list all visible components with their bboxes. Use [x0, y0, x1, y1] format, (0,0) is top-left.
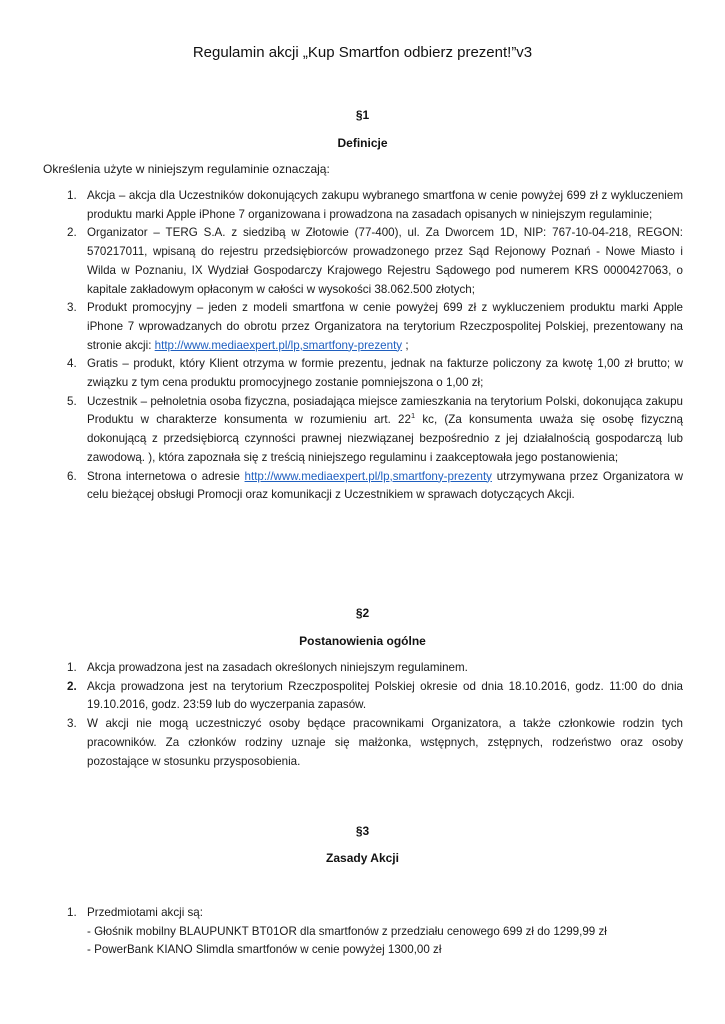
item-text: Akcja prowadzona jest na zasadach określonych niniejszym regulaminem. [87, 661, 468, 674]
item-text: Uczestnik – pełnoletnia osoba fizyczna, posiadająca miejsce zamieszkania na terytorium Polski, dokonująca zakupu Produktu w charakterze konsumenta w rozumieniu art. 22 [87, 394, 683, 427]
section-2-title: Postanowienia ogólne [299, 634, 426, 648]
item-number: 6. [67, 469, 77, 483]
item-text: Organizator – TERG S.A. z siedzibą w Złotowie (77-400), ul. Za Dworcem 1D, NIP: 767-10-04-218, REGON: 570217011, wpisaną do rejestru przedsiębiorców prowadzonego przez Sąd Rejonowy Poznań - Nowe Miasto i Wilda w Poznaniu, IX Wydział Gospodarczy Krajowego Rejestru Sądowego pod numerem KRS 0000427063, o kapitale zakładowym opłaconym w całości w wysokości 38.062.500 złotych; [87, 226, 683, 296]
section-1-title: Definicje [337, 136, 388, 150]
section-3-title: Zasady Akcji [326, 851, 399, 865]
item-number: 3. [67, 301, 77, 315]
action-rules-list [43, 904, 683, 960]
prize-line: - PowerBank KIANO Slimdla smartfonów w cenie powyżej 1300,00 zł [87, 943, 442, 957]
list-item [43, 355, 683, 392]
section-1-number: §1 [355, 108, 370, 122]
list-item [43, 715, 683, 771]
item-number: 3. [67, 717, 77, 731]
item-text: Przedmiotami akcji są: [87, 906, 203, 919]
list-item [43, 187, 683, 224]
item-text: Strona internetowa o adresie [87, 469, 245, 483]
section-2-number: §2 [355, 606, 370, 620]
prize-line: - Głośnik mobilny BLAUPUNKT BT01OR dla smartfonów z przedziału cenowego 699 zł do 1299,99 zł [87, 924, 607, 938]
item-text-end: ; [402, 338, 409, 352]
general-provisions-list [43, 659, 683, 771]
item-text: W akcji nie mogą uczestniczyć osoby będące pracownikami Organizatora, a także członkowie rodzin tych pracowników. Za członków rodziny uznaje się małżonka, wstępnych, zstępnych, rodzeństwo oraz osoby pozostające w stosunku przysposobienia. [87, 717, 683, 768]
item-text: Produkt promocyjny – jeden z modeli smartfona w cenie powyżej 699 zł z wykluczeniem produktu marki Apple iPhone 7 wprowadzanych do obrotu przez Organizatora na terytorium Rzeczpospolitej Polskiej, prezentowany na stronie akcji: [87, 301, 683, 352]
list-item [43, 393, 683, 468]
list-item [43, 224, 683, 299]
item-text-end: utrzymywana przez Organizatora w celu bieżącej obsługi Promocji oraz komunikacji z Uczestnikiem w sprawach dotyczących Akcji. [87, 469, 683, 502]
item-number: 5. [67, 394, 77, 408]
item-number: 2. [67, 679, 77, 693]
list-item [43, 299, 683, 355]
item-number: 2. [67, 226, 77, 240]
section-1-intro: Określenia użyte w niniejszym regulaminie oznaczają: [43, 162, 330, 176]
list-item [43, 468, 683, 505]
item-text: Akcja – akcja dla Uczestników dokonujących zakupu wybranego smartfona w cenie powyżej 699 zł z wykluczeniem produktu marki Apple iPhone 7 organizowana i prowadzona na zasadach opisanych w niniejszym regulaminie; [87, 189, 683, 221]
item-number: 4. [67, 357, 77, 371]
promo-page-link[interactable]: http://www.mediaexpert.pl/lp,smartfony-prezenty [154, 338, 403, 352]
item-number: 1. [67, 661, 77, 674]
definitions-list [43, 187, 683, 505]
item-text: Akcja prowadzona jest na terytorium Rzeczpospolitej Polskiej okresie od dnia 18.10.2016, godz. 11:00 do dnia 19.10.2016, godz. 23:59 lub do wyczerpania zapasów. [87, 679, 683, 712]
section-3-number: §3 [355, 824, 370, 838]
item-number: 1. [67, 906, 77, 919]
list-item [43, 678, 683, 715]
item-text: Gratis – produkt, który Klient otrzyma w formie prezentu, jednak na fakturze policzony za kwotę 1,00 zł brutto; w związku z tym cena produktu promocyjnego zostanie pomniejszona o 1,00 zł; [87, 357, 683, 390]
list-item [43, 659, 683, 678]
item-number: 1. [67, 189, 77, 202]
website-link[interactable]: http://www.mediaexpert.pl/lp,smartfony-prezenty [244, 469, 492, 483]
list-item [43, 904, 683, 960]
item-text-end: kc, (Za konsumenta uważa się osobę fizyczną dokonującą z przedsiębiorcą czynności prawnej niezwiązanej bezpośrednio z jej działalnością gospodarczą lub zawodową. ), która zapoznała się z treścią niniejszego regulaminu i zaakceptowała jego postanowienia; [87, 413, 683, 464]
superscript: 1 [410, 411, 416, 421]
document-title: Regulamin akcji „Kup Smartfon odbierz prezent!”v3 [192, 44, 533, 61]
